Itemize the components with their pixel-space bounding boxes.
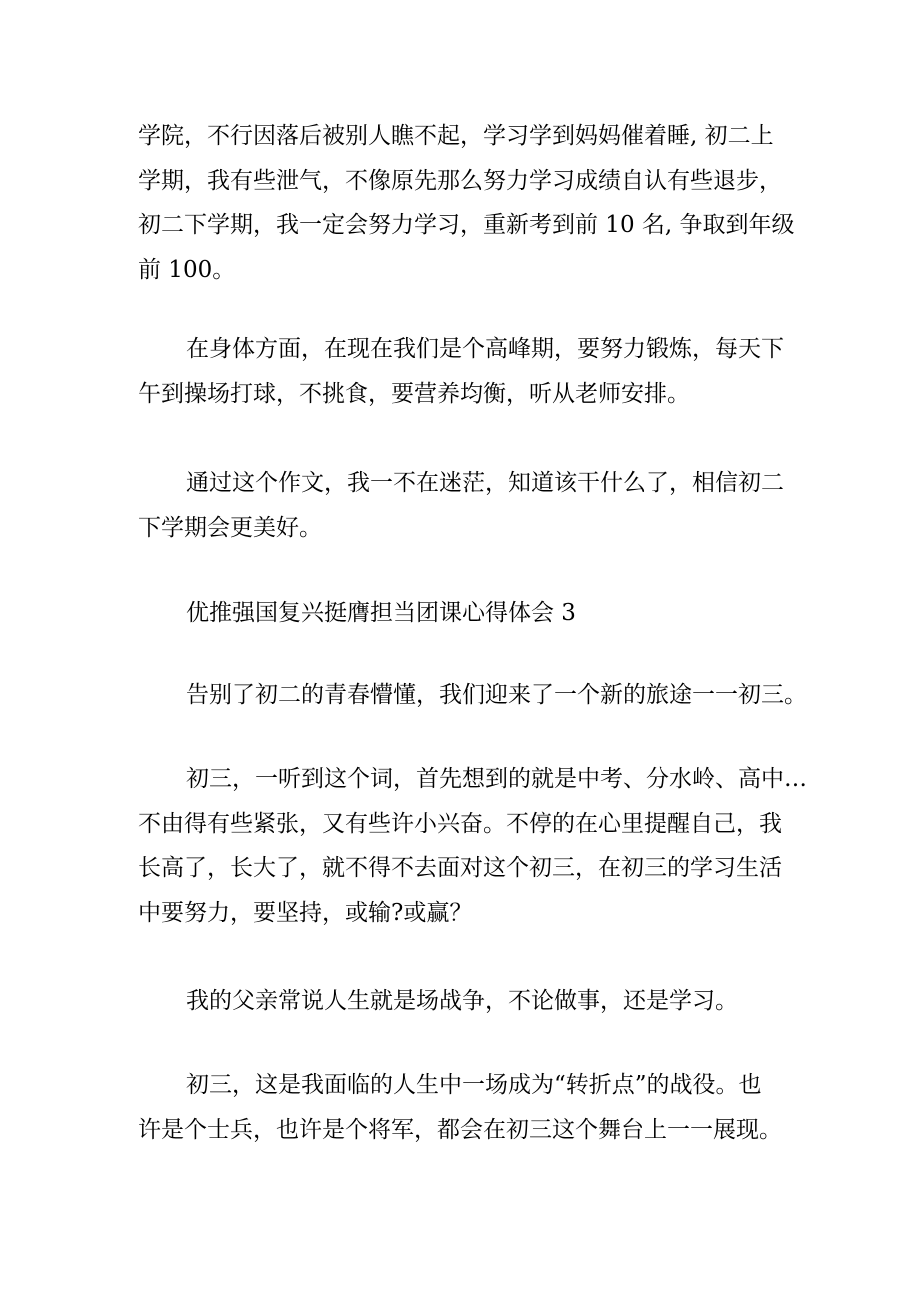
paragraph-line: 初三，这是我面临的人生中一场成为“转折点”的战役。也 — [186, 1072, 762, 1098]
paragraph-line: 前 100。 — [138, 256, 236, 283]
paragraph-line: 许是个士兵，也许是个将军，都会在初三这个舞台上一一展现。 — [138, 1116, 782, 1143]
paragraph-line: 告别了初二的青春懵懂，我们迎来了一个新的旅途一一初三。 — [186, 682, 807, 708]
paragraph-line: 下学期会更美好。 — [138, 514, 322, 541]
paragraph-line: 中要努力，要坚持，或输?或赢？ — [138, 899, 473, 926]
section-heading — [138, 591, 803, 636]
paragraph-line: 学期，我有些泄气，不像原先那么努力学习成绩自认有些退步， — [138, 167, 782, 194]
paragraph-physical-health — [138, 327, 803, 416]
paragraph-grade-three — [138, 757, 807, 935]
paragraph-line: 午到操场打球，不挑食，要营养均衡，听从老师安排。 — [138, 380, 690, 407]
paragraph-conclusion — [138, 461, 803, 550]
paragraph-line: 长高了，长大了，就不得不去面对这个初三，在初三的学习生活 — [138, 855, 782, 881]
paragraph-line: 初二下学期，我一定会努力学习，重新考到前 10 名, 争取到年级 — [138, 212, 795, 238]
paragraph-line: 在身体方面，在现在我们是个高峰期，要努力锻炼，每天下 — [186, 336, 784, 362]
section-title: 优推强国复兴挺膺担当团课心得体会 3 — [186, 600, 576, 626]
paragraph-father-saying — [138, 979, 803, 1024]
paragraph-line: 通过这个作文，我一不在迷茫，知道该干什么了，相信初二 — [186, 470, 784, 496]
paragraph-line: 不由得有些紧张，又有些许小兴奋。不停的在心里提醒自己，我 — [138, 810, 782, 837]
paragraph-line: 初三，一听到这个词，首先想到的就是中考、分水岭、高中… — [186, 766, 807, 792]
paragraph-farewell-grade-two — [138, 673, 807, 718]
paragraph-study-continued — [138, 114, 803, 292]
paragraph-line: 学院，不行因落后被别人瞧不起，学习学到妈妈催着睡, 初二上 — [138, 123, 774, 149]
paragraph-turning-point — [138, 1063, 803, 1152]
paragraph-line: 我的父亲常说人生就是场战争，不论做事，还是学习。 — [186, 988, 738, 1014]
